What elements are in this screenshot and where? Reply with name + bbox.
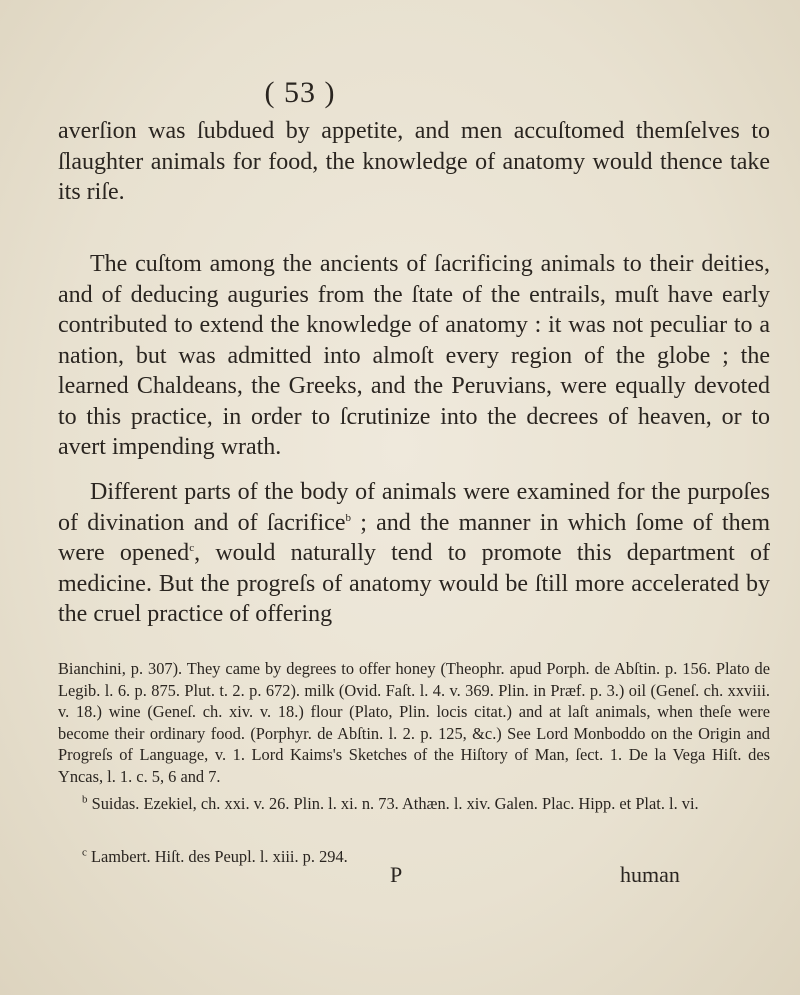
footnote-c-text: Lambert. Hiſt. des Peupl. l. xiii. p. 294. bbox=[86, 847, 348, 866]
catchword: human bbox=[620, 862, 680, 887]
footnote-ref-b: b bbox=[345, 511, 351, 524]
footnote-c-marker: c bbox=[82, 846, 87, 859]
footnote-ref-c: c bbox=[189, 542, 195, 554]
paragraph-3-text-c: , would naturally tend to promote this department of medicine. But the progreſs of anatomy would be ſtill more accelerated by the cruel practice of offering bbox=[58, 540, 770, 627]
body-paragraph-1: averſion was ſubdued by appetite, and men accuſtomed themſelves to ſlaughter animals for food, the knowledge of anatomy would thence take its riſe. bbox=[58, 118, 770, 205]
footnote-continued: Bianchini, p. 307). They came by degrees to offer honey (Theophr. apud Porph. de Abſtin. p. 156. Plato de Legib. l. 6. p. 875. Plut. t. 2. p. 672). milk (Ovid. Faſt. l. 4. v. 369. Plin. in Præf. p. 3.) oil (Geneſ. ch. xxviii. v. 18.) wine (Geneſ. ch. xiv. v. 18.) flour (Plato, Plin. locis citat.) and at laſt animals, when theſe were become their ordinary food. (Porphyr. de Abſtin. l. 2. p. 125, &c.) See Lord Monboddo on the Origin and Progreſs of Language, v. 1. Lord Kaims's Sketches of the Hiſtory of Man, ſect. 1. De la Vega Hiſt. des Yncas, l. 1. c. 5, 6 and 7. bbox=[58, 659, 770, 786]
body-paragraph-2: The cuſtom among the ancients of ſacrificing animals to their deities, and of deducing auguries from the ſtate of the entrails, muſt have early contributed to extend the knowledge of anatomy : it was not peculiar to a nation, but was admitted into almoſt every region of the globe ; the learned Chaldeans, the Greeks, and the Peruvians, were equally devoted to this practice, in order to ſcrutinize into the decrees of heaven, or to avert impending wrath. bbox=[58, 251, 770, 460]
page-number: ( 53 ) bbox=[264, 76, 336, 109]
signature-mark: P bbox=[390, 862, 403, 887]
footnote-b bbox=[58, 793, 770, 815]
paragraph-3-text-a: Different parts of the body of animals were examined for the purpoſes of divination and of ſacrifice bbox=[58, 479, 770, 536]
footnote-b-marker: b bbox=[82, 793, 88, 806]
paragraph-3-text-b: ; and the manner in which ſome of them were opened bbox=[58, 509, 770, 566]
footnote-b-text: Suidas. Ezekiel, ch. xxi. v. 26. Plin. l. xi. n. 73. Athæn. l. xiv. Galen. Plac. Hipp. et Plat. l. vi. bbox=[87, 794, 699, 813]
body-paragraph-3 bbox=[58, 477, 770, 630]
